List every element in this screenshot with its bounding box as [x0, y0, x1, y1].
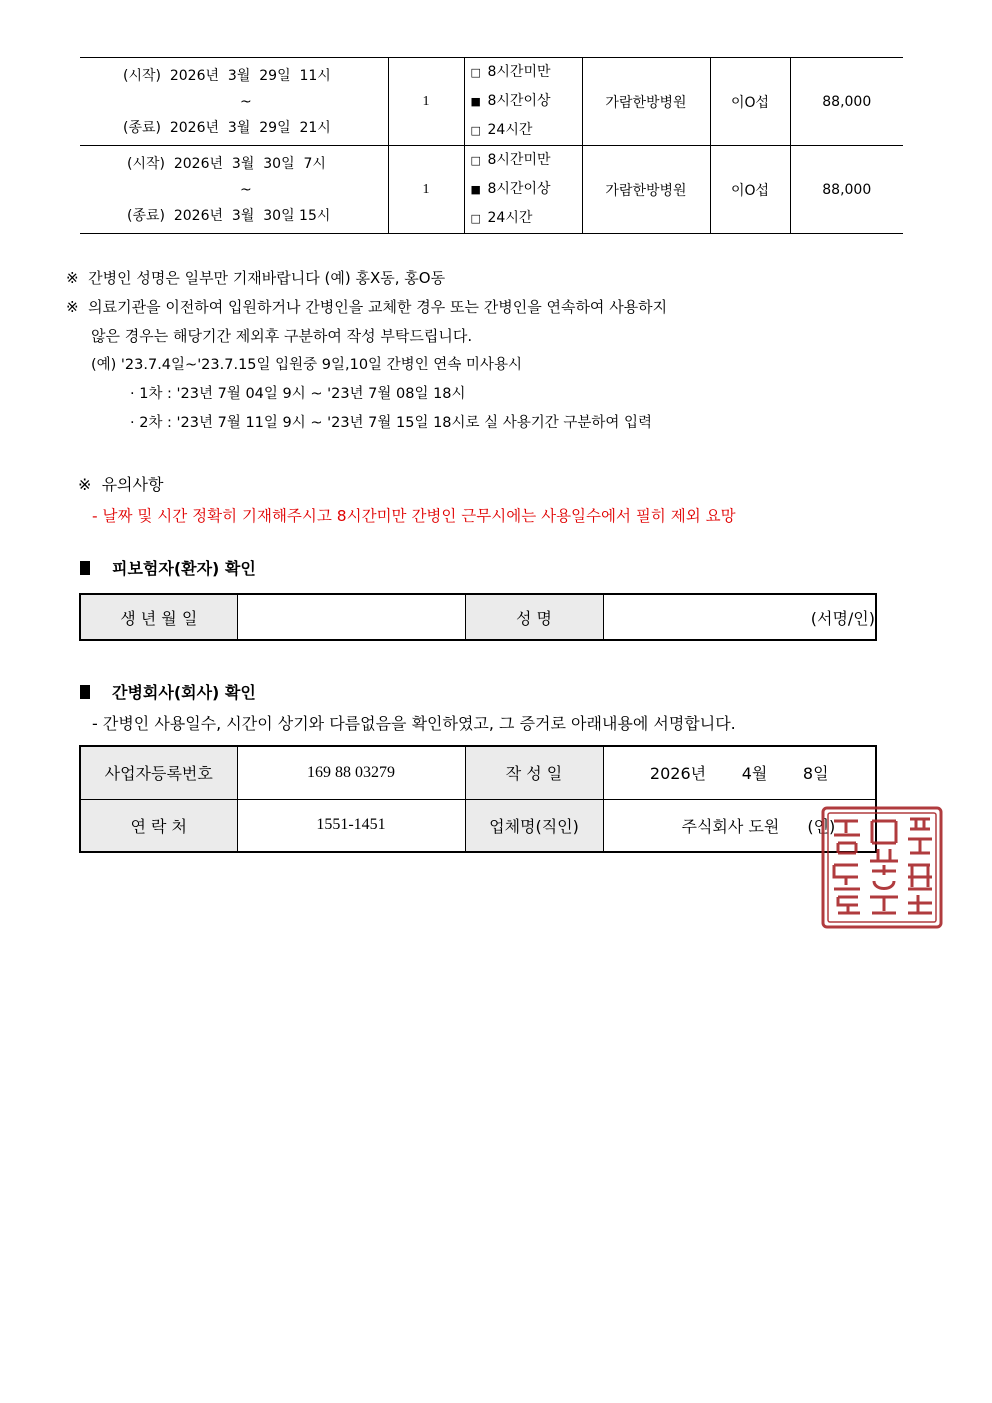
- square-bullet-icon: [80, 685, 90, 699]
- note-example-first: · 1차 : '23년 7월 04일 9시 ~ '23년 7월 08일 18시: [130, 386, 466, 402]
- option-label: 24시간: [487, 122, 533, 138]
- note-example: (예) '23.7.4일~'23.7.15일 입원중 9일,10일 간병인 연속 미사용시: [91, 357, 522, 373]
- empty-checkbox-icon: □: [470, 66, 481, 79]
- unchecked-option[interactable]: [471, 146, 582, 175]
- end-time: (종료) 2026년 3월 29일 21시: [123, 119, 331, 136]
- written-date-label: 작 성 일: [465, 746, 603, 799]
- usage-days: 1: [388, 58, 464, 146]
- company-statement: - 간병인 사용일수, 시간이 상기와 다름없음을 확인하였고, 그 증거로 아래내용에 서명합니다.: [92, 714, 736, 733]
- empty-checkbox-icon: □: [470, 212, 481, 225]
- company-seal-stamp: [820, 805, 944, 930]
- company-heading: [80, 680, 256, 703]
- reg-number-value: 169 88 03279: [237, 746, 465, 799]
- insured-sign-field[interactable]: [603, 594, 876, 640]
- unchecked-option[interactable]: [471, 116, 582, 145]
- period-separator: ~: [240, 181, 252, 198]
- checked-option[interactable]: [471, 175, 582, 204]
- insured-name-label: 성 명: [465, 594, 603, 640]
- note-name-partial: ※ 간병인 성명은 일부만 기재바랍니다 (예) 홍X동, 홍O동: [66, 269, 446, 287]
- option-label: 8시간이상: [487, 93, 551, 109]
- caution-text: - 날짜 및 시간 정확히 기재해주시고 8시간미만 간병인 근무시에는 사용일수에서 필히 제외 요망: [92, 507, 736, 525]
- company-heading-text: 간병회사(회사) 확인: [112, 683, 256, 702]
- company-name-value: 주식회사 도원: [681, 816, 780, 836]
- amount: 88,000: [790, 58, 903, 146]
- option-label: 24시간: [487, 210, 533, 226]
- insured-heading-text: 피보험자(환자) 확인: [112, 559, 256, 578]
- checked-box-icon: ■: [470, 95, 481, 108]
- insured-heading: [80, 556, 256, 579]
- note-period-split-cont: 않은 경우는 해당기간 제외후 구분하여 작성 부탁드립니다.: [91, 327, 473, 345]
- birth-field[interactable]: [237, 594, 465, 640]
- company-table: [79, 745, 877, 853]
- seal-note: (인): [807, 816, 836, 836]
- note-example-second: · 2차 : '23년 7월 11일 9시 ~ '23년 7월 15일 18시로 실 사용기간 구분하여 입력: [130, 415, 653, 431]
- caregiver-name: 이O섭: [710, 146, 790, 234]
- note-period-split: ※ 의료기관을 이전하여 입원하거나 간병인을 교체한 경우 또는 간병인을 연속하여 사용하지: [66, 298, 668, 316]
- empty-checkbox-icon: □: [470, 154, 481, 167]
- usage-days: 1: [388, 146, 464, 234]
- contact-value: 1551-1451: [237, 799, 465, 852]
- option-label: 8시간미만: [487, 152, 551, 168]
- end-time: (종료) 2026년 3월 30일 15시: [127, 207, 331, 224]
- start-time: (시작) 2026년 3월 30일 7시: [127, 155, 326, 172]
- square-bullet-icon: [80, 561, 90, 575]
- birth-label: 생 년 월 일: [80, 594, 237, 640]
- empty-checkbox-icon: □: [470, 124, 481, 137]
- shift-options: [464, 146, 582, 234]
- checked-option[interactable]: [471, 87, 582, 116]
- unchecked-option[interactable]: [471, 58, 582, 87]
- caution-title: ※ 유의사항: [78, 475, 164, 494]
- option-label: 8시간미만: [487, 64, 551, 80]
- usage-period-cell: [80, 58, 388, 146]
- insured-table: [79, 593, 877, 641]
- company-name-label: 업체명(직인): [465, 799, 603, 852]
- hospital-name: 가람한방병원: [582, 58, 710, 146]
- usage-row: [80, 146, 903, 234]
- usage-row: [80, 58, 903, 146]
- usage-period-cell: [80, 146, 388, 234]
- usage-period-table: [80, 57, 903, 234]
- shift-options: [464, 58, 582, 146]
- hospital-name: 가람한방병원: [582, 146, 710, 234]
- reg-number-label: 사업자등록번호: [80, 746, 237, 799]
- checked-box-icon: ■: [470, 183, 481, 196]
- written-date-value: 2026년 4월 8일: [603, 746, 876, 799]
- start-time: (시작) 2026년 3월 29일 11시: [123, 67, 331, 84]
- unchecked-option[interactable]: [471, 204, 582, 233]
- contact-label: 연 락 처: [80, 799, 237, 852]
- period-separator: ~: [240, 93, 252, 110]
- sign-label: (서명/인): [810, 608, 875, 628]
- caregiver-name: 이O섭: [710, 58, 790, 146]
- amount: 88,000: [790, 146, 903, 234]
- option-label: 8시간이상: [487, 181, 551, 197]
